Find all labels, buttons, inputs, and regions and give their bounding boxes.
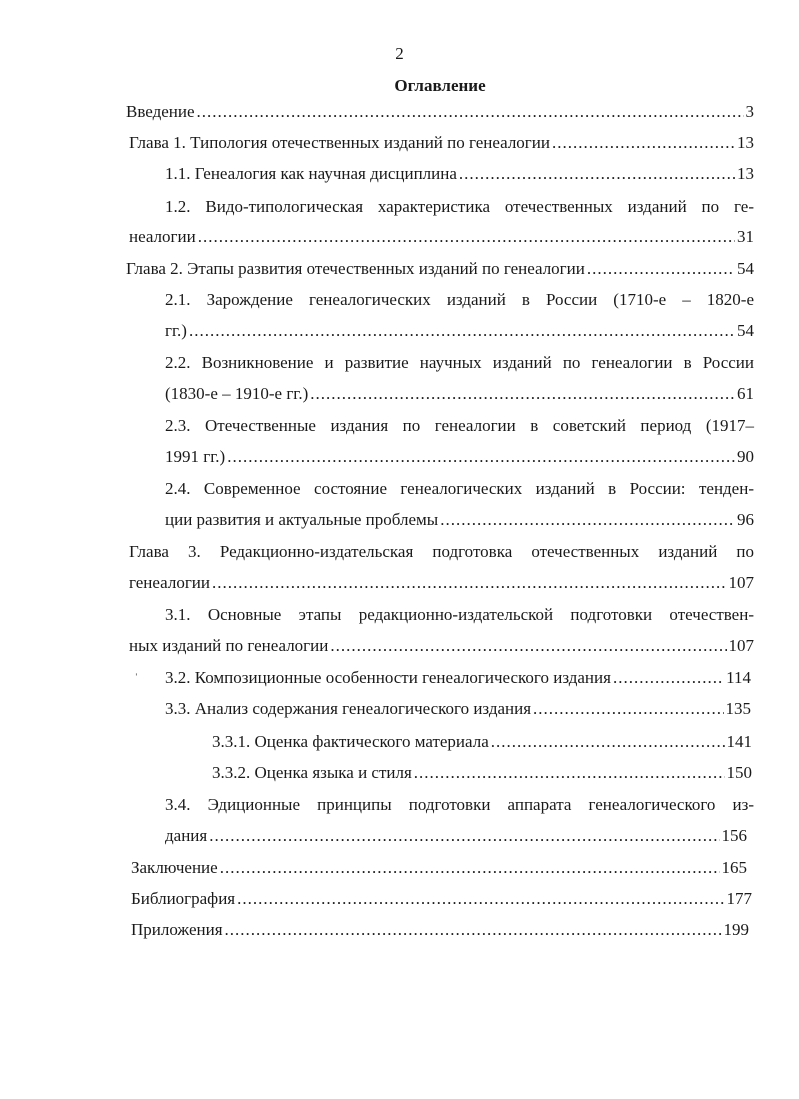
toc-page: 54: [737, 259, 754, 278]
toc-label: ции развития и актуальные проблемы: [165, 510, 439, 529]
toc-entry-intro: [126, 97, 754, 127]
dot-leader: [237, 884, 724, 914]
toc-entry-3-1-line1: 3.1. Основные этапы редакционно-издательской подготовки отечествен-: [165, 605, 754, 624]
toc-label: Введение: [126, 102, 195, 121]
toc-entry-1-2-line1: 1.2. Видо-типологическая характеристика отечественных изданий по ге-: [165, 197, 754, 216]
toc-label: 3.3. Анализ содержания генеалогического издания: [165, 699, 532, 718]
toc-entry-appendices: [131, 915, 749, 945]
toc-entry-3-3-1: [212, 727, 752, 757]
toc-entry-chapter-3-line2: [129, 568, 754, 598]
toc-page: 54: [737, 321, 754, 340]
toc-page: 61: [737, 384, 754, 403]
dot-leader: [209, 821, 719, 851]
toc-label: 3.3.1. Оценка фактического материала: [212, 732, 489, 751]
toc-label: генеалогии: [129, 573, 210, 592]
dot-leader: [225, 915, 722, 945]
toc-label: 1991 гг.): [165, 447, 226, 466]
toc-label: Библиография: [131, 889, 236, 908]
dot-leader: [533, 694, 723, 724]
toc-label: дания: [165, 826, 208, 845]
toc-label: Глава 1. Типология отечественных изданий по генеалогии: [129, 133, 550, 152]
dot-leader: [440, 505, 735, 535]
toc-label: 1.1. Генеалогия как научная дисциплина: [165, 164, 457, 183]
toc-entry-3-1-line2: [129, 631, 754, 661]
dot-leader: [198, 222, 735, 252]
toc-entry-2-2-line1: 2.2. Возникновение и развитие научных изданий по генеалогии в России: [165, 353, 754, 372]
toc-label: 3.2. Композиционные особенности генеалогического издания: [165, 668, 611, 687]
toc-entry-1-1: [165, 159, 754, 189]
toc-page: 107: [728, 636, 754, 655]
toc-page: 135: [725, 699, 751, 718]
toc-page: 156: [721, 826, 747, 845]
toc-entry-chapter-2: [126, 254, 754, 284]
toc-page: 13: [737, 133, 754, 152]
dot-leader: [310, 379, 735, 409]
toc-entry-bibliography: [131, 884, 752, 914]
dot-leader: [212, 568, 727, 598]
dot-leader: [189, 316, 735, 346]
toc-entry-1-2-line2: [129, 222, 754, 252]
toc-page: 90: [737, 447, 754, 466]
toc-label: Приложения: [131, 920, 223, 939]
toc-entry-2-1-line2: [165, 316, 754, 346]
dot-leader: [459, 159, 735, 189]
toc-entry-chapter-3-line1: Глава 3. Редакционно-издательская подготовка отечественных изданий по: [129, 542, 754, 561]
page-title: Оглавление: [394, 76, 486, 95]
toc-page: 107: [728, 573, 754, 592]
toc-label: Глава 2. Этапы развития отечественных изданий по генеалогии: [126, 259, 585, 278]
toc-page: 96: [737, 510, 754, 529]
page-number: 2: [395, 44, 404, 63]
toc-label: гг.): [165, 321, 187, 340]
toc-entry-3-3: [165, 694, 751, 724]
toc-entry-3-4-line2: [165, 821, 747, 851]
dot-leader: [227, 442, 735, 472]
toc-page: 150: [726, 763, 752, 782]
toc-page: 177: [726, 889, 752, 908]
toc-entry-2-4-line2: [165, 505, 754, 535]
toc-entry-2-3-line2: [165, 442, 754, 472]
toc-page: 31: [737, 227, 754, 246]
dot-leader: [552, 128, 735, 158]
toc-page: 141: [726, 732, 752, 751]
toc-page: 13: [737, 164, 754, 183]
toc-label: ных изданий по генеалогии: [129, 636, 329, 655]
toc-entry-conclusion: [131, 853, 747, 883]
toc-entry-3-4-line1: 3.4. Эдиционные принципы подготовки аппарата генеалогического из-: [165, 795, 754, 814]
toc-page: 199: [723, 920, 749, 939]
dot-leader: [330, 631, 726, 661]
dot-leader: [414, 758, 725, 788]
dot-leader: [587, 254, 735, 284]
dot-leader: [613, 663, 724, 693]
toc-label: 3.3.2. Оценка языка и стиля: [212, 763, 412, 782]
toc-entry-3-3-2: [212, 758, 752, 788]
toc-entry-3-2: [165, 663, 751, 693]
toc-entry-chapter-1: [129, 128, 754, 158]
scan-mark: ˈ: [134, 672, 139, 687]
dot-leader: [220, 853, 720, 883]
toc-label: (1830-е – 1910-е гг.): [165, 384, 309, 403]
toc-entry-2-4-line1: 2.4. Современное состояние генеалогических изданий в России: тенден-: [165, 479, 754, 498]
toc-entry-2-2-line2: [165, 379, 754, 409]
toc-label: неалогии: [129, 227, 196, 246]
toc-entry-2-1-line1: 2.1. Зарождение генеалогических изданий в России (1710-е – 1820-е: [165, 290, 754, 309]
toc-page: 165: [721, 858, 747, 877]
toc-entry-2-3-line1: 2.3. Отечественные издания по генеалогии в советский период (1917–: [165, 416, 754, 435]
toc-page: 114: [726, 668, 751, 687]
toc-page: 3: [745, 102, 754, 121]
toc-label: Заключение: [131, 858, 218, 877]
dot-leader: [491, 727, 725, 757]
dot-leader: [197, 97, 744, 127]
